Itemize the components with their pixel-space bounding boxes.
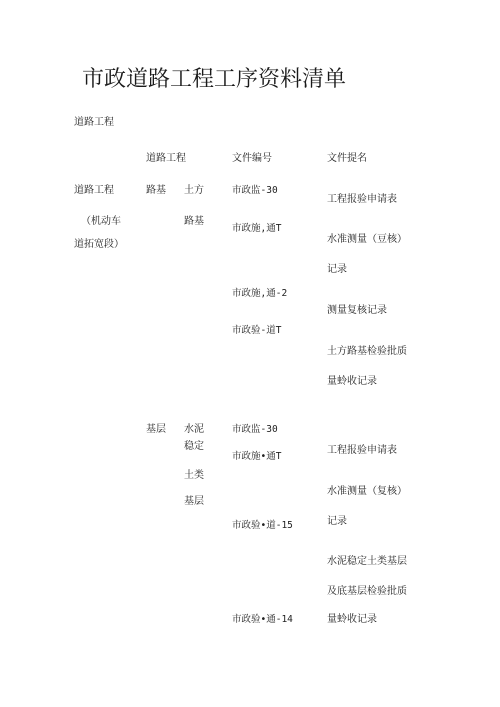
base-item-line: 水泥 (184, 424, 204, 435)
file-number: 市政施•通T (232, 451, 282, 462)
file-number: 市政验•道-15 (232, 520, 293, 531)
file-title: 及底基层检验批质 (327, 586, 407, 597)
subgrade-item-line1: 土方 (184, 185, 204, 196)
file-number: 市政验•通-14 (232, 614, 293, 625)
section-heading: 道路工程 (74, 117, 114, 128)
group-sub-line2: 道拓宽段） (74, 239, 124, 250)
file-number: 市政监-30 (232, 424, 278, 435)
file-title: 水泥稳定土类基层 (327, 556, 407, 567)
file-title: 记录 (327, 516, 347, 527)
group-sub-line1: （机动车 (81, 216, 121, 227)
subgrade-item-line2: 路基 (184, 216, 204, 227)
base-item-line: 土类 (184, 470, 204, 481)
file-title: 水准测量（复核） (327, 486, 407, 497)
file-number: 市政验-道T (232, 325, 282, 336)
file-title: 水准测量（豆核） (327, 234, 407, 245)
file-title: 量蛉收记录 (327, 376, 377, 387)
base-item-line: 稳定 (184, 441, 204, 452)
file-title: 土方路基检验批质 (327, 346, 407, 357)
subgrade-label: 路基 (146, 185, 166, 196)
group-name: 道路工程 (74, 185, 114, 196)
header-category: 道路工程 (146, 153, 186, 164)
file-number: 市政施,通T (232, 223, 282, 234)
file-number: 市政监-30 (232, 185, 278, 196)
base-item-line: 基层 (184, 496, 204, 507)
file-title: 工程报验申请表 (327, 194, 397, 205)
file-title: 量蛉收记录 (327, 614, 377, 625)
header-file-number: 文件编号 (232, 153, 272, 164)
file-title: 记录 (327, 264, 347, 275)
file-title: 工程报验申请表 (327, 445, 397, 456)
file-number: 市政施,通-2 (232, 288, 288, 299)
file-title: 测量复核记录 (327, 305, 387, 316)
page-title: 市政道路工程工序资料清单 (82, 67, 347, 92)
header-file-title: 文件提名 (327, 153, 367, 164)
base-label: 基层 (146, 424, 166, 435)
